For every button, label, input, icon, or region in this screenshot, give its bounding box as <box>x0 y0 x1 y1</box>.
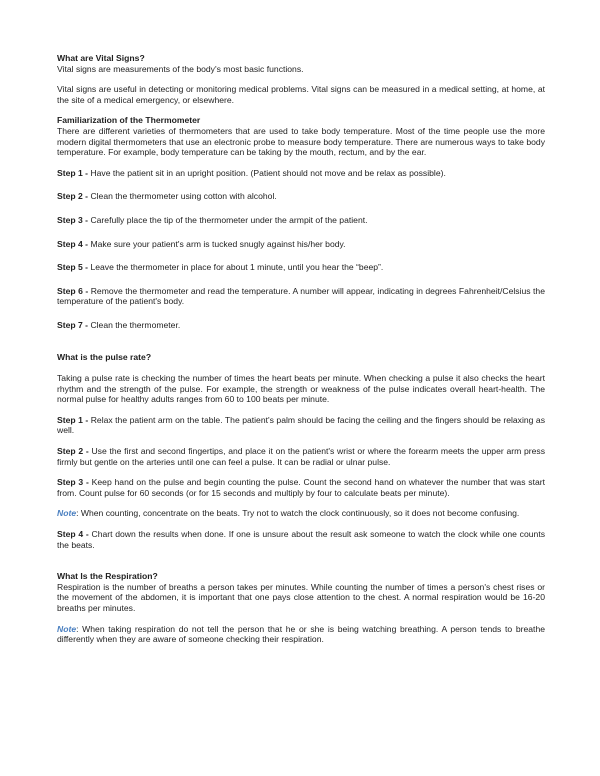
vital-signs-definition: Vital signs are measurements of the body's most basic functions. <box>57 63 304 74</box>
vital-signs-usefulness: Vital signs are useful in detecting or monitoring medical problems. Vital signs can be measured in a medical setting, at home, at the site of a medical emergency, or elsewhere. <box>57 84 545 105</box>
respiration-note-label: Note <box>57 623 77 634</box>
thermometer-heading: Familiarization of the Thermometer <box>57 115 201 126</box>
thermo-step-4: Step 4 - Make sure your patient's arm is tucked snugly against his/her body. <box>57 238 346 249</box>
thermometer-intro: There are different varieties of thermometers that are used to take body temperature. Most of the time people use the more modern digital thermometers that use an electronic probe to measure body temperature. There are numerous ways to take body temperature. For example, body temperature can be taking by the mouth, rectum, and by the ear. <box>57 125 545 158</box>
respiration-intro: Respiration is the number of breaths a person takes per minutes. While counting the number of times a person's chest rises or the movement of the abdomen, it is important that one pays close attention to the chest. A normal respiration would be 16-20 breaths per minutes. <box>57 581 545 613</box>
respiration-note: Note: When taking respiration do not tell the person that he or she is being watching breathing. A person tends to breathe differently when they are aware of someone checking their respiration. <box>57 623 545 645</box>
pulse-note: Note: When counting, concentrate on the beats. Try not to watch the clock continuously, so it does not become confusing. <box>57 508 520 519</box>
document-page <box>57 53 545 645</box>
thermo-step-5: Step 5 - Leave the thermometer in place for about 1 minute, until you hear the “beep”. <box>57 262 384 273</box>
thermo-step-6: Step 6 - Remove the thermometer and read the temperature. A number will appear, indicating in degrees Fahrenheit/Celsius the temperature of the patient's body. <box>57 285 545 307</box>
pulse-heading: What is the pulse rate? <box>57 351 152 362</box>
thermo-step-1: Step 1 - Have the patient sit in an upright position. (Patient should not move and be relax as possible). <box>57 167 446 178</box>
pulse-step-4: Step 4 - Chart down the results when done. If one is unsure about the result ask someone to watch the clock while one counts the beats. <box>57 529 546 550</box>
pulse-intro: Taking a pulse rate is checking the number of times the heart beats per minute. When checking a pulse it also checks the heart rhythm and the strength of the pulse. For example, the strength or weakness of the pulse indicates overall heart-health. The normal pulse for healthy adults ranges from 60 to 100 beats per minute. <box>57 373 545 405</box>
thermo-step-7: Step 7 - Clean the thermometer. <box>57 319 181 330</box>
thermo-step-2: Step 2 - Clean the thermometer using cotton with alcohol. <box>57 191 277 202</box>
pulse-step-2: Step 2 - Use the first and second fingertips, and place it on the patient's wrist or where the forearm meets the upper arm press firmly but gentle on the arteries until one can feel a pulse. It can be radial or ulnar pulse. <box>57 446 545 467</box>
pulse-note-label: Note <box>57 508 77 519</box>
pulse-step-1: Step 1 - Relax the patient arm on the table. The patient's palm should be facing the ceiling and the fingers should be relaxing as well. <box>57 414 545 436</box>
pulse-step-3: Step 3 - Keep hand on the pulse and begin counting the pulse. Count the second hand on whatever the number that was start from. Count pulse for 60 seconds (or for 15 seconds and multiply by four to calculate beats per minute). <box>57 477 546 498</box>
thermo-step-3: Step 3 - Carefully place the tip of the thermometer under the armpit of the patient. <box>57 214 368 225</box>
vital-signs-heading: What are Vital Signs? <box>57 53 145 63</box>
respiration-heading: What Is the Respiration? <box>57 571 158 582</box>
